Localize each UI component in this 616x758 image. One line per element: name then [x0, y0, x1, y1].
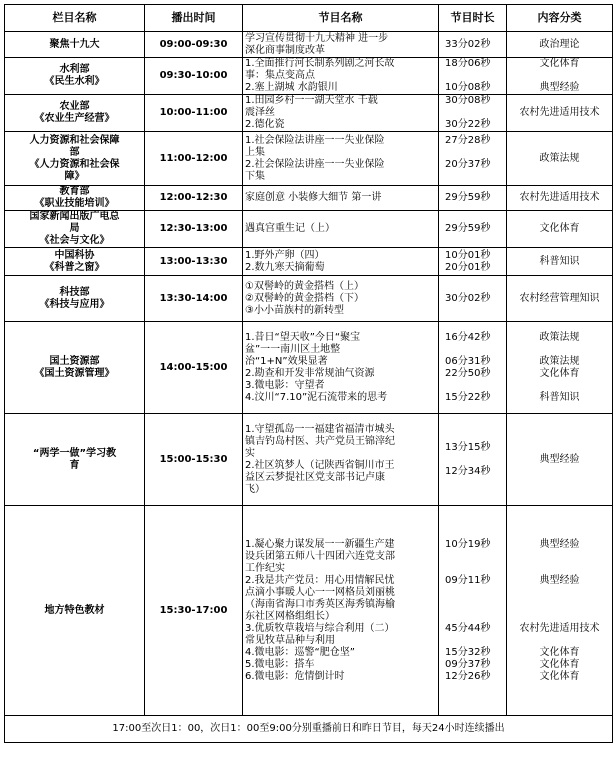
- program-name-cell-line: ①双髻岭的黄金搭档（上）: [245, 280, 364, 292]
- category-cell-line: 科普知识: [539, 255, 580, 267]
- category-cell-line: 农村先进适用技术: [519, 107, 600, 118]
- duration-cell-line: 22分50秒: [445, 367, 491, 379]
- category-cell-line: 典型经验: [539, 538, 580, 550]
- duration-cell-line: 06分31秒: [445, 355, 491, 367]
- category-cell: [507, 95, 613, 132]
- duration-cell-line: 30分02秒: [445, 292, 491, 304]
- duration-cell-line: 15分22秒: [445, 391, 491, 403]
- program-name-cell-line: 上集: [245, 146, 265, 158]
- category-cell-line: 典型经验: [539, 453, 580, 465]
- duration-cell: [439, 95, 507, 132]
- program-name-cell: [243, 506, 439, 716]
- header-program-name: 节目名称: [243, 5, 439, 32]
- category-cell: [507, 58, 613, 95]
- column-name-cell: [5, 322, 145, 414]
- column-name-cell: [5, 276, 145, 322]
- duration-cell-line: 13分15秒: [445, 441, 491, 453]
- duration-cell-line: [445, 70, 504, 82]
- category-cell-line: 政治理论: [539, 38, 580, 50]
- air-time-cell: 13:00-13:30: [145, 248, 243, 276]
- duration-cell-line: [445, 563, 504, 575]
- category-cell: [507, 248, 613, 276]
- duration-cell-line: [445, 611, 504, 623]
- program-name-cell-line: 深化商事制度改革: [245, 44, 325, 56]
- category-cell-line: 政策法规: [539, 355, 580, 367]
- category-cell: [507, 414, 613, 506]
- program-name-cell-line: 实: [245, 447, 255, 459]
- program-name-cell-line: 盆”一一南川区土地整: [245, 343, 341, 355]
- category-cell: [507, 211, 613, 248]
- duration-cell: [439, 248, 507, 276]
- program-name-cell: [243, 32, 439, 58]
- program-name-cell-line: 2.数九寒天摘葡萄: [245, 261, 325, 273]
- duration-cell-line: 18分06秒: [445, 58, 491, 69]
- program-name-cell-line: 2.我是共产党员：用心用情解民忧: [245, 574, 395, 586]
- air-time-cell: 12:30-13:00: [145, 211, 243, 248]
- column-name-cell-line: 部: [69, 146, 80, 158]
- table-row: [5, 248, 613, 276]
- air-time-cell: 12:00-12:30: [145, 186, 243, 211]
- category-cell-line: 文化体育: [539, 658, 580, 670]
- program-name-cell-line: 6.微电影：危情倒计时: [245, 670, 345, 682]
- program-name-cell-line: 事：集点变高点: [245, 70, 315, 81]
- column-name-cell-line: 障》: [64, 170, 85, 182]
- category-cell-line: 农村先进适用技术: [519, 622, 600, 634]
- duration-cell-line: 15分32秒: [445, 646, 491, 658]
- program-name-cell-line: 1.凝心聚力谋发展一一新疆生产建: [245, 538, 395, 550]
- program-name-cell: [243, 414, 439, 506]
- column-name-cell-line: 《职业技能培训》: [34, 198, 115, 209]
- duration-cell: [439, 506, 507, 716]
- program-name-cell-line: 镇吉钓岛村医、共产党员王锦滓纪: [245, 435, 395, 447]
- duration-cell-line: 12分34秒: [445, 465, 491, 477]
- table-row: [5, 186, 613, 211]
- footer-note: 17:00至次日1：00，次日1：00至9:00分别重播前日和昨日节目，每天24小时连续播出: [5, 716, 613, 743]
- column-name-cell-line: 《农业生产经营》: [34, 113, 115, 124]
- program-name-cell-line: 2.勘查和开发非常规油气资源: [245, 367, 375, 379]
- column-name-cell: [5, 211, 145, 248]
- category-cell-line: 文化体育: [539, 646, 580, 658]
- duration-cell-line: 33分02秒: [445, 38, 491, 50]
- duration-cell-line: [445, 599, 504, 611]
- column-name-cell-line: 育: [69, 459, 80, 471]
- column-name-cell-line: 地方特色教材: [44, 604, 105, 616]
- column-name-cell-line: 《科技与应用》: [39, 298, 110, 310]
- program-name-cell: [243, 322, 439, 414]
- category-cell: [507, 506, 613, 716]
- column-name-cell-line: 中国科协: [54, 249, 95, 261]
- program-name-cell-line: 3.优质牧草栽培与综合利用（二）: [245, 622, 395, 634]
- program-name-cell-line: 震泽丝: [245, 107, 275, 118]
- header-category: 内容分类: [507, 5, 613, 32]
- column-name-cell: [5, 32, 145, 58]
- duration-cell-line: [445, 587, 504, 599]
- duration-cell: [439, 58, 507, 95]
- table-row: [5, 414, 613, 506]
- program-name-cell-line: 治“1+N”效果显著: [245, 355, 328, 367]
- duration-cell-line: [445, 344, 504, 356]
- category-cell-line: 政策法规: [539, 152, 580, 164]
- duration-cell-line: 30分22秒: [445, 119, 491, 130]
- duration-cell-line: 10分19秒: [445, 538, 491, 550]
- column-name-cell-line: 国家新闻出版广电总: [29, 211, 120, 222]
- column-name-cell: [5, 95, 145, 132]
- air-time-cell: 13:30-14:00: [145, 276, 243, 322]
- column-name-cell-line: 局: [69, 223, 80, 234]
- column-name-cell-line: “两学一做”学习教: [32, 447, 117, 459]
- program-name-cell-line: 2.德化瓷: [245, 119, 285, 130]
- duration-cell-line: 20分01秒: [445, 261, 491, 273]
- category-cell: [507, 132, 613, 186]
- category-cell-line: 文化体育: [539, 670, 580, 682]
- column-name-cell-line: 《社会与文化》: [39, 235, 110, 246]
- header-air-time: 播出时间: [145, 5, 243, 32]
- program-name-cell-line: 3.微电影：守望者: [245, 379, 325, 391]
- duration-cell-line: 16分42秒: [445, 331, 491, 343]
- duration-cell-line: 45分44秒: [445, 622, 491, 634]
- program-name-cell: [243, 248, 439, 276]
- air-time-cell: 14:00-15:00: [145, 322, 243, 414]
- column-name-cell-line: 水利部: [59, 64, 90, 75]
- category-cell-line: 文化体育: [539, 223, 580, 234]
- air-time-cell: 15:30-17:00: [145, 506, 243, 716]
- program-name-cell-line: 设兵团第五师八十四团六连党支部: [245, 550, 395, 562]
- duration-cell-line: 29分59秒: [445, 192, 491, 203]
- program-name-cell: [243, 58, 439, 95]
- program-name-cell-line: 1.昔日“望天收”今日“聚宝: [245, 331, 361, 343]
- program-name-cell-line: 益区云梦提社区党支部书记卢康: [245, 471, 385, 483]
- air-time-cell: 10:00-11:00: [145, 95, 243, 132]
- duration-cell: [439, 186, 507, 211]
- duration-cell-line: 09分11秒: [445, 574, 491, 586]
- program-name-cell-line: 1.全面推行河长制系列剧之河长故: [245, 58, 395, 69]
- header-duration: 节目时长: [439, 5, 507, 32]
- schedule-table: [4, 4, 613, 743]
- program-name-cell-line: 飞）: [245, 483, 265, 495]
- program-name-cell-line: 点滴小事暖人心一一网格员刘丽桃: [245, 586, 395, 598]
- table-row: [5, 506, 613, 716]
- duration-cell-line: 12分26秒: [445, 670, 491, 682]
- duration-cell-line: 29分59秒: [445, 223, 491, 234]
- program-name-cell-line: 常见牧草品种与利用: [245, 634, 335, 646]
- duration-cell: [439, 132, 507, 186]
- program-name-cell-line: 家庭创意 小装修大细节 第一讲: [245, 192, 382, 203]
- column-name-cell: [5, 58, 145, 95]
- program-name-cell-line: 学习宣传贯彻十九大精神 进一步: [245, 32, 389, 44]
- category-cell: [507, 186, 613, 211]
- category-cell-line: [509, 380, 610, 392]
- header-column-name: 栏目名称: [5, 5, 145, 32]
- category-cell: [507, 32, 613, 58]
- table-row: [5, 95, 613, 132]
- duration-cell-line: [445, 171, 504, 183]
- duration-cell-line: 20分37秒: [445, 158, 491, 170]
- program-name-cell-line: ②双髻岭的黄金搭档（下）: [245, 292, 364, 304]
- program-name-cell-line: 1.田园乡村一一湖天堂水 千载: [245, 95, 378, 106]
- category-cell-line: 农村经营管理知识: [519, 292, 600, 304]
- table-row: [5, 211, 613, 248]
- column-name-cell-line: 《人力资源和社会保: [29, 158, 120, 170]
- duration-cell: [439, 414, 507, 506]
- duration-cell-line: 27分28秒: [445, 134, 491, 146]
- category-cell-line: [509, 563, 610, 575]
- duration-cell: [439, 32, 507, 58]
- category-cell-line: 政策法规: [539, 331, 580, 343]
- category-cell-line: 科普知识: [539, 391, 580, 403]
- program-name-cell-line: 4.汶川“7.10”泥石流带来的思考: [245, 391, 388, 403]
- program-name-cell-line: 5.微电影：搭车: [245, 658, 315, 670]
- column-name-cell-line: 《国土资源管理》: [34, 367, 115, 379]
- program-name-cell-line: 1.野外产卵（四）: [245, 249, 325, 261]
- duration-cell-line: [445, 107, 504, 119]
- table-row: [5, 58, 613, 95]
- column-name-cell: [5, 248, 145, 276]
- program-name-cell-line: 东社区网格组组长）: [245, 610, 335, 622]
- table-row: [5, 276, 613, 322]
- duration-cell-line: [445, 147, 504, 159]
- duration-cell: [439, 276, 507, 322]
- program-name-cell-line: 工作纪实: [245, 562, 285, 574]
- category-cell-line: [509, 70, 610, 82]
- category-cell-line: 文化体育: [539, 367, 580, 379]
- program-name-cell-line: 遇真宫重生记（上）: [245, 223, 335, 234]
- duration-cell-line: 30分08秒: [445, 95, 491, 106]
- column-name-cell-line: 《科普之窗》: [44, 261, 105, 273]
- column-name-cell-line: 人力资源和社会保障: [29, 134, 120, 146]
- category-cell-line: 典型经验: [539, 574, 580, 586]
- table-row: [5, 322, 613, 414]
- duration-cell: [439, 322, 507, 414]
- duration-cell-line: 10分01秒: [445, 249, 491, 261]
- column-name-cell: [5, 506, 145, 716]
- program-name-cell-line: 2.社会保险法讲座一一失业保险: [245, 158, 385, 170]
- duration-cell-line: [445, 635, 504, 647]
- duration-cell-line: 09分37秒: [445, 658, 491, 670]
- duration-cell-line: [445, 551, 504, 563]
- header-row: [5, 5, 613, 32]
- table-row: [5, 132, 613, 186]
- table-row: [5, 32, 613, 58]
- program-name-cell: [243, 132, 439, 186]
- category-cell: [507, 322, 613, 414]
- category-cell-line: [509, 599, 610, 611]
- column-name-cell-line: 聚焦十九大: [49, 38, 100, 50]
- column-name-cell-line: 科技部: [59, 286, 90, 298]
- program-name-cell: [243, 95, 439, 132]
- category-cell: [507, 276, 613, 322]
- category-cell-line: [509, 635, 610, 647]
- program-name-cell-line: 1.守望孤岛一一福建省福清市城头: [245, 423, 395, 435]
- category-cell-line: [509, 344, 610, 356]
- column-name-cell: [5, 414, 145, 506]
- program-name-cell: [243, 186, 439, 211]
- duration-cell-line: [445, 454, 504, 466]
- category-cell-line: [509, 587, 610, 599]
- category-cell-line: 农村先进适用技术: [519, 192, 600, 203]
- footer-row: [5, 716, 613, 743]
- program-name-cell-line: ③小小苗族村的新转型: [245, 304, 344, 316]
- air-time-cell: 11:00-12:00: [145, 132, 243, 186]
- category-cell-line: [509, 611, 610, 623]
- program-name-cell-line: 2.社区筑梦人（记陕西省铜川市王: [245, 459, 395, 471]
- category-cell-line: 文化体育: [539, 58, 580, 69]
- duration-cell-line: 10分08秒: [445, 82, 491, 93]
- program-name-cell-line: （海南省海口市秀英区海秀镇海榆: [245, 598, 395, 610]
- column-name-cell-line: 《民生水利》: [44, 76, 105, 87]
- program-name-cell-line: 2.塞上湖城 水韵银川: [245, 82, 338, 93]
- program-name-cell-line: 下集: [245, 170, 265, 182]
- program-name-cell: [243, 211, 439, 248]
- category-cell-line: 典型经验: [539, 82, 580, 93]
- air-time-cell: 15:00-15:30: [145, 414, 243, 506]
- column-name-cell: [5, 186, 145, 211]
- column-name-cell-line: 教育部: [59, 186, 90, 197]
- column-name-cell: [5, 132, 145, 186]
- category-cell-line: [509, 551, 610, 563]
- program-name-cell: [243, 276, 439, 322]
- program-name-cell-line: 1.社会保险法讲座一一失业保险: [245, 134, 385, 146]
- duration-cell: [439, 211, 507, 248]
- program-name-cell-line: 4.微电影：巡警“肥仓坚”: [245, 646, 355, 658]
- column-name-cell-line: 国土资源部: [49, 355, 100, 367]
- air-time-cell: 09:00-09:30: [145, 32, 243, 58]
- column-name-cell-line: 农业部: [59, 101, 90, 112]
- duration-cell-line: [445, 380, 504, 392]
- air-time-cell: 09:30-10:00: [145, 58, 243, 95]
